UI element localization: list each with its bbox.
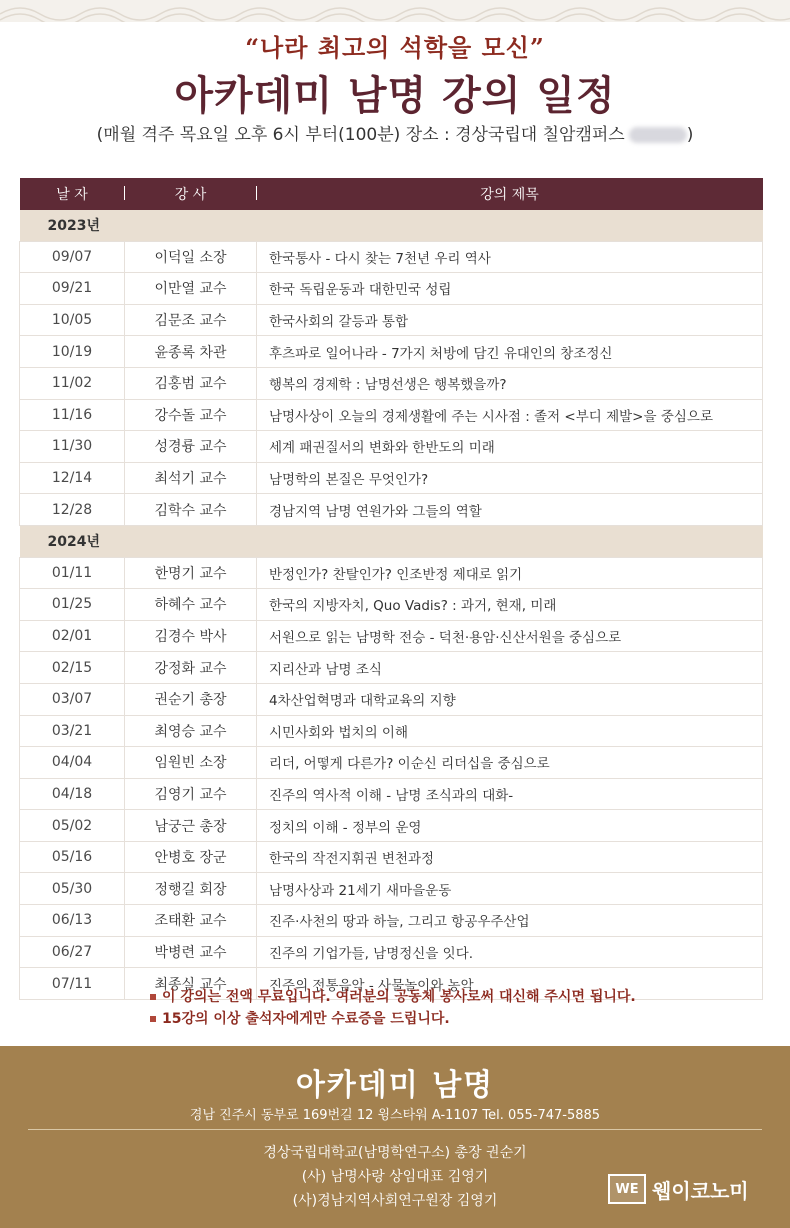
lecture-title: 반정인가? 찬탈인가? 인조반정 제대로 읽기 — [257, 557, 763, 589]
table-row — [20, 620, 763, 652]
lecture-title: 지리산과 남명 조식 — [257, 652, 763, 684]
lecture-date: 04/18 — [20, 778, 125, 810]
schedule-close: ) — [686, 125, 694, 145]
bullet-icon — [150, 1016, 156, 1022]
header-title: 강의 제목 — [257, 178, 763, 210]
lecture-title: 진주·사천의 땅과 하늘, 그리고 항공우주산업 — [257, 905, 763, 937]
lecture-date: 02/01 — [20, 620, 125, 652]
lecture-title: 경남지역 남명 연원가와 그들의 역할 — [257, 494, 763, 526]
lecture-date: 09/21 — [20, 273, 125, 305]
lecture-speaker: 권순기 총장 — [125, 683, 257, 715]
table-row — [20, 715, 763, 747]
lecture-speaker: 김홍범 교수 — [125, 367, 257, 399]
watermark-logo — [608, 1174, 749, 1204]
lecture-title: 한국의 작전지휘권 변천과정 — [257, 841, 763, 873]
lecture-title: 리더, 어떻게 다른가? 이순신 리더십을 중심으로 — [257, 747, 763, 779]
lecture-speaker: 안병호 장군 — [125, 841, 257, 873]
lecture-speaker: 김문조 교수 — [125, 304, 257, 336]
table-row — [20, 304, 763, 336]
lecture-title: 진주의 전통음악 - 사물놀이와 농악 — [257, 968, 763, 1000]
table-row — [20, 273, 763, 305]
lecture-speaker: 정행길 회장 — [125, 873, 257, 905]
table-row — [20, 367, 763, 399]
lecture-date: 07/11 — [20, 968, 125, 1000]
lecture-speaker: 강수돌 교수 — [125, 399, 257, 431]
table-row — [20, 557, 763, 589]
lecture-speaker: 최종실 교수 — [125, 968, 257, 1000]
lecture-date: 03/07 — [20, 683, 125, 715]
table-row — [20, 399, 763, 431]
lecture-date: 05/30 — [20, 873, 125, 905]
note-item: 이 강의는 전액 무료입니다. 여러분의 공동체 봉사로써 대신해 주시면 됩니다. — [150, 986, 636, 1008]
lecture-title: 정치의 이해 - 정부의 운영 — [257, 810, 763, 842]
lecture-title: 후츠파로 일어나라 - 7가지 처방에 담긴 유대인의 창조정신 — [257, 336, 763, 368]
table-row — [20, 810, 763, 842]
lecture-title: 시민사회와 법치의 이해 — [257, 715, 763, 747]
table-row — [20, 778, 763, 810]
lecture-speaker: 최영승 교수 — [125, 715, 257, 747]
lecture-date: 09/07 — [20, 241, 125, 273]
table-row — [20, 905, 763, 937]
lecture-title: 행복의 경제학 : 남명선생은 행복했을까? — [257, 367, 763, 399]
header-date: 날 자 — [20, 178, 125, 210]
table-row — [20, 683, 763, 715]
lecture-speaker: 남궁근 총장 — [125, 810, 257, 842]
lecture-date: 03/21 — [20, 715, 125, 747]
lecture-date: 05/02 — [20, 810, 125, 842]
note-item: 15강의 이상 출석자에게만 수료증을 드립니다. — [150, 1008, 636, 1030]
table-body — [20, 210, 763, 999]
table-row — [20, 841, 763, 873]
watermark-text: 웹이코노미 — [652, 1178, 749, 1203]
we-logo-icon: WE — [608, 1174, 646, 1204]
lecture-speaker: 이덕일 소장 — [125, 241, 257, 273]
lecture-speaker: 박병련 교수 — [125, 936, 257, 968]
lecture-title: 세계 패권질서의 변화와 한반도의 미래 — [257, 431, 763, 463]
table-row — [20, 494, 763, 526]
lecture-date: 06/13 — [20, 905, 125, 937]
schedule-text: (매월 격주 목요일 오후 6시 부터(100분) 장소 : 경상국립대 칠암캠퍼스 — [96, 125, 625, 145]
table-header-row — [20, 178, 763, 210]
table-row — [20, 431, 763, 463]
lecture-speaker: 한명기 교수 — [125, 557, 257, 589]
lecture-date: 10/19 — [20, 336, 125, 368]
lecture-date: 11/16 — [20, 399, 125, 431]
lecture-speaker: 김영기 교수 — [125, 778, 257, 810]
footer-address: 경남 진주시 동부로 169번길 12 윙스타워 A-1107 Tel. 055-747-5885 — [189, 1108, 601, 1123]
lecture-speaker: 김경수 박사 — [125, 620, 257, 652]
lecture-title: 4차산업혁명과 대학교육의 지향 — [257, 683, 763, 715]
lecture-title: 진주의 역사적 이해 - 남명 조식과의 대화- — [257, 778, 763, 810]
lecture-date: 04/04 — [20, 747, 125, 779]
page-subtitle: “나라 최고의 석학을 모신” — [245, 33, 545, 62]
schedule-info — [0, 120, 790, 145]
lecture-date: 06/27 — [20, 936, 125, 968]
lecture-date: 12/14 — [20, 462, 125, 494]
lecture-title: 남명사상과 21세기 새마을운동 — [257, 873, 763, 905]
lecture-date: 05/16 — [20, 841, 125, 873]
lecture-speaker: 최석기 교수 — [125, 462, 257, 494]
lecture-speaker: 이만열 교수 — [125, 273, 257, 305]
footer-line: (사)경남지역사회연구원장 김영기 — [292, 1193, 498, 1209]
header-speaker: 강 사 — [125, 178, 257, 210]
lecture-date: 11/02 — [20, 367, 125, 399]
lecture-speaker: 하혜수 교수 — [125, 589, 257, 621]
table-row — [20, 462, 763, 494]
lecture-speaker: 조태환 교수 — [125, 905, 257, 937]
lecture-date: 01/25 — [20, 589, 125, 621]
lecture-title: 한국 독립운동과 대한민국 성립 — [257, 273, 763, 305]
year-row — [20, 210, 763, 241]
lecture-title: 남명사상이 오늘의 경제생활에 주는 시사점 : 졸저 <부디 제발>을 중심으로 — [257, 399, 763, 431]
footer-line: (사) 남명사랑 상임대표 김영기 — [301, 1169, 489, 1185]
lecture-title: 남명학의 본질은 무엇인가? — [257, 462, 763, 494]
lecture-title: 한국통사 - 다시 찾는 7천년 우리 역사 — [257, 241, 763, 273]
footer-divider — [28, 1129, 762, 1130]
year-label: 2023년 — [20, 210, 763, 241]
table-row — [20, 936, 763, 968]
table-row — [20, 652, 763, 684]
lecture-speaker: 임원빈 소장 — [125, 747, 257, 779]
table-row — [20, 241, 763, 273]
lecture-title: 한국의 지방자치, Quo Vadis? : 과거, 현재, 미래 — [257, 589, 763, 621]
lecture-speaker: 윤종록 차관 — [125, 336, 257, 368]
year-label: 2024년 — [20, 525, 763, 557]
lecture-date: 10/05 — [20, 304, 125, 336]
redacted-blur — [629, 127, 687, 143]
table-row — [20, 747, 763, 779]
lecture-speaker: 강정화 교수 — [125, 652, 257, 684]
lecture-date: 11/30 — [20, 431, 125, 463]
footer — [0, 1046, 790, 1228]
footer-org-name: 아카데미 남명 — [295, 1068, 495, 1103]
footer-line: 경상국립대학교(남명학연구소) 총장 권순기 — [263, 1145, 527, 1161]
table-row — [20, 336, 763, 368]
lecture-title: 진주의 기업가들, 남명정신을 잇다. — [257, 936, 763, 968]
bullet-icon — [150, 994, 156, 1000]
decorative-pattern-band — [0, 0, 790, 22]
lecture-date: 01/11 — [20, 557, 125, 589]
year-row — [20, 525, 763, 557]
lecture-date: 02/15 — [20, 652, 125, 684]
lecture-speaker: 성경륭 교수 — [125, 431, 257, 463]
table-row — [20, 873, 763, 905]
lecture-speaker: 김학수 교수 — [125, 494, 257, 526]
lecture-title: 서원으로 읽는 남명학 전승 - 덕천·용암·신산서원을 중심으로 — [257, 620, 763, 652]
table-row — [20, 589, 763, 621]
lecture-date: 12/28 — [20, 494, 125, 526]
lecture-schedule-table — [19, 178, 763, 1000]
lecture-title: 한국사회의 갈등과 통합 — [257, 304, 763, 336]
notes — [150, 986, 636, 1030]
page-title: 아카데미 남명 강의 일정 — [174, 73, 616, 119]
